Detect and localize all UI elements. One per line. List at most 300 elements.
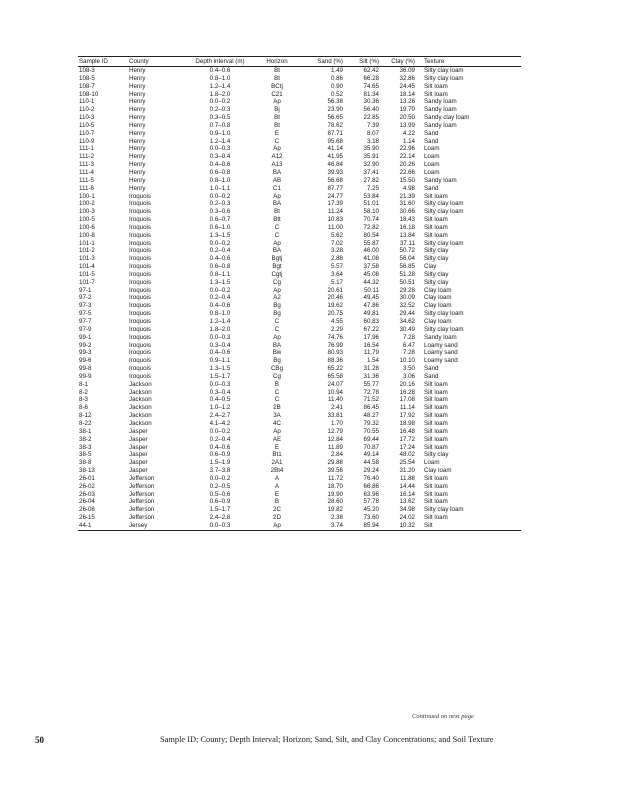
texture-cell: Silty clay <box>424 247 449 255</box>
sand-cell: 3.74 <box>296 522 344 530</box>
texture-cell: Sand <box>424 372 439 380</box>
horizon-cell: E <box>274 129 280 137</box>
depth-cell: 0.3–0.4 <box>209 341 231 349</box>
table-row <box>78 271 521 279</box>
horizon-cell: Bw <box>272 349 282 357</box>
sand-cell: 10.94 <box>327 388 343 396</box>
table-row <box>78 467 521 475</box>
county-cell: Henry <box>129 137 146 145</box>
table-row <box>78 373 521 381</box>
texture-cell: Sandy loam <box>424 121 457 129</box>
silt-cell: 80.54 <box>363 231 379 239</box>
depth-cell: 0.8–1.0 <box>209 74 231 82</box>
county-cell: Iroquois <box>129 365 152 373</box>
page-number: 50 <box>35 735 44 745</box>
horizon-cell: B <box>274 498 280 506</box>
county-cell: Iroquois <box>129 255 152 263</box>
table-caption: Sample ID; County; Depth Interval; Horizon; Sand, Silt, and Clay Concentrations; and Soil Texture <box>160 735 494 744</box>
header-depth-interval: Depth interval (m) <box>182 57 258 67</box>
depth-cell: 0.4–0.6 <box>209 255 231 263</box>
clay-cell: 25.54 <box>399 459 415 467</box>
sample-id-cell: 110-9 <box>79 137 95 145</box>
sample-id-cell: 38-1 <box>79 427 92 435</box>
sample-id-cell: 99-3 <box>79 349 92 357</box>
table-row <box>78 83 521 91</box>
clay-cell: 7.28 <box>402 333 415 341</box>
sample-id-cell: 99-8 <box>79 365 92 373</box>
silt-cell: 63.96 <box>363 490 379 498</box>
horizon-cell: Bgt <box>272 263 282 271</box>
sample-id-cell: 100-3 <box>79 208 95 216</box>
county-cell: Iroquois <box>129 263 152 271</box>
horizon-cell: Ap <box>273 286 281 294</box>
sand-cell: 0.86 <box>330 74 343 82</box>
silt-cell: 30.36 <box>363 98 379 106</box>
sand-cell: 19.82 <box>327 506 343 514</box>
texture-cell: Silt loam <box>424 396 448 404</box>
depth-cell: 4.1–4.2 <box>209 419 231 427</box>
sand-cell: 80.93 <box>327 349 343 357</box>
clay-cell: 18.43 <box>399 216 415 224</box>
horizon-cell: Bgtj <box>271 255 283 263</box>
sand-cell: 17.39 <box>327 200 343 208</box>
texture-cell: Sandy loam <box>424 106 457 114</box>
clay-cell: 32.86 <box>399 74 415 82</box>
table-row <box>78 106 521 114</box>
texture-cell: Sand <box>424 184 439 192</box>
clay-cell: 11.14 <box>399 404 415 412</box>
silt-cell: 57.78 <box>363 498 379 506</box>
table-row <box>78 240 521 248</box>
texture-cell: Loamy sand <box>424 341 458 349</box>
silt-cell: 44.32 <box>363 278 379 286</box>
county-cell: Henry <box>129 168 146 176</box>
table-row <box>78 491 521 499</box>
sample-id-cell: 97-3 <box>79 302 92 310</box>
clay-cell: 37.11 <box>399 239 415 247</box>
texture-cell: Silty clay loam <box>424 208 464 216</box>
sample-id-cell: 38-3 <box>79 443 92 451</box>
county-cell: Iroquois <box>129 216 152 224</box>
sand-cell: 24.77 <box>327 192 343 200</box>
county-cell: Iroquois <box>129 372 152 380</box>
depth-cell: 0.9–1.1 <box>209 357 231 365</box>
texture-cell: Silty clay loam <box>424 74 464 82</box>
depth-cell: 0.2–0.4 <box>209 435 231 443</box>
header-sand: Sand (%) <box>296 57 344 67</box>
silt-cell: 79.32 <box>363 419 379 427</box>
texture-cell: Clay loam <box>424 318 452 325</box>
depth-cell: 0.6–1.0 <box>209 223 231 231</box>
table-row <box>78 389 521 397</box>
table-row <box>78 514 521 522</box>
silt-cell: 37.41 <box>363 168 379 176</box>
horizon-cell: C21 <box>271 90 283 98</box>
county-cell: Iroquois <box>129 341 152 349</box>
sample-id-cell: 38-2 <box>79 435 92 443</box>
sand-cell: 18.70 <box>327 482 343 490</box>
sand-cell: 2.84 <box>330 451 343 459</box>
county-cell: Iroquois <box>129 270 152 278</box>
silt-cell: 76.40 <box>363 474 379 482</box>
texture-cell: Clay loam <box>424 294 452 302</box>
table-body <box>78 67 521 531</box>
silt-cell: 22.85 <box>363 114 379 122</box>
sample-id-cell: 97-5 <box>79 310 92 318</box>
sand-cell: 29.88 <box>327 459 343 467</box>
county-cell: Jasper <box>129 459 148 467</box>
sand-cell: 39.93 <box>327 168 343 176</box>
sample-id-cell: 38-13 <box>79 467 95 475</box>
sample-id-cell: 108-5 <box>79 74 95 82</box>
sand-cell: 65.22 <box>327 365 343 373</box>
depth-cell: 0.3–0.5 <box>209 114 231 122</box>
sand-cell: 65.58 <box>327 372 343 380</box>
texture-cell: Sand <box>424 365 439 373</box>
depth-cell: 0.4–0.6 <box>209 161 231 169</box>
table-row <box>78 161 521 169</box>
horizon-cell: BCtj <box>271 82 283 90</box>
sample-id-cell: 100-6 <box>79 223 95 231</box>
depth-cell: 1.3–1.5 <box>209 365 231 373</box>
horizon-cell: 4C <box>273 419 281 427</box>
county-cell: Henry <box>129 121 146 129</box>
texture-cell: Loamy sand <box>424 349 458 357</box>
header-horizon: Horizon <box>258 57 296 67</box>
horizon-cell: A13 <box>271 161 283 169</box>
horizon-cell: Bg <box>273 310 281 318</box>
texture-cell: Silt loam <box>424 427 448 435</box>
table-row <box>78 522 521 530</box>
clay-cell: 17.24 <box>399 443 415 451</box>
depth-cell: 0.0–0.3 <box>209 333 231 341</box>
depth-cell: 0.2–0.4 <box>209 294 231 302</box>
sand-cell: 11.72 <box>327 474 343 482</box>
clay-cell: 16.48 <box>399 427 415 435</box>
table-row <box>78 169 521 177</box>
sample-id-cell: 99-2 <box>79 341 92 349</box>
clay-cell: 29.28 <box>399 286 415 294</box>
sand-cell: 41.95 <box>327 153 343 161</box>
table-row <box>78 67 521 75</box>
depth-cell: 0.0–0.3 <box>209 380 231 388</box>
silt-cell: 49.81 <box>363 310 379 318</box>
county-cell: Iroquois <box>129 208 152 216</box>
silt-cell: 62.42 <box>363 67 379 74</box>
county-cell: Iroquois <box>129 247 152 255</box>
depth-cell: 1.3–1.5 <box>209 278 231 286</box>
clay-cell: 29.44 <box>399 310 415 318</box>
texture-cell: Silt loam <box>424 412 448 420</box>
horizon-cell: Cg <box>273 278 281 286</box>
silt-cell: 31.28 <box>363 365 379 373</box>
horizon-cell: C <box>274 318 280 325</box>
sand-cell: 5.17 <box>330 278 343 286</box>
sand-cell: 95.68 <box>327 137 343 145</box>
horizon-cell: BA <box>272 200 282 208</box>
texture-cell: Loam <box>424 168 440 176</box>
sample-id-cell: 101-1 <box>79 239 95 247</box>
texture-cell: Silt loam <box>424 474 448 482</box>
table-row <box>78 200 521 208</box>
clay-cell: 3.06 <box>402 372 415 380</box>
depth-cell: 0.2–0.3 <box>209 200 231 208</box>
silt-cell: 71.52 <box>363 396 379 404</box>
county-cell: Iroquois <box>129 223 152 231</box>
depth-cell: 0.2–0.4 <box>209 247 231 255</box>
sample-id-cell: 44-1 <box>78 522 128 530</box>
texture-cell: Silt loam <box>424 192 448 200</box>
depth-cell: 0.0–0.2 <box>209 474 231 482</box>
county-cell: Jasper <box>129 443 148 451</box>
sample-id-cell: 101-7 <box>79 278 95 286</box>
table-row <box>78 130 521 138</box>
depth-cell: 1.0–1.1 <box>209 184 231 192</box>
sample-id-cell: 8-1 <box>79 380 88 388</box>
texture-cell: Silty clay loam <box>424 239 464 247</box>
table-row <box>78 310 521 318</box>
sand-cell: 12.84 <box>327 435 343 443</box>
sample-id-cell: 110-2 <box>79 106 95 114</box>
table-row <box>78 498 521 506</box>
clay-cell: 15.50 <box>399 176 415 184</box>
horizon-cell: Bt1 <box>272 451 282 459</box>
sample-id-cell: 8-3 <box>79 396 88 404</box>
horizon-cell: E <box>274 490 280 498</box>
clay-cell: 56.85 <box>399 263 415 271</box>
sample-id-cell: 8-6 <box>79 404 88 412</box>
sample-id-cell: 38-5 <box>79 451 92 459</box>
texture-cell: Sandy loam <box>424 333 457 341</box>
silt-cell: 81.34 <box>363 90 379 98</box>
sand-cell: 19.62 <box>327 302 343 310</box>
silt-cell: 66.28 <box>363 74 379 82</box>
clay-cell: 14.44 <box>399 482 415 490</box>
depth-cell: 0.0–0.3 <box>209 145 231 153</box>
silt-cell: 31.36 <box>363 372 379 380</box>
depth-cell: 1.5–1.7 <box>209 372 231 380</box>
depth-cell: 0.8–1.0 <box>209 176 231 184</box>
silt-cell: 50.11 <box>363 286 379 294</box>
horizon-cell: 3A <box>273 412 281 420</box>
depth-cell: 1.5–1.9 <box>209 459 231 467</box>
table-row <box>78 334 521 342</box>
clay-cell: 48.02 <box>399 451 415 459</box>
table-row <box>78 232 521 240</box>
table-header-row <box>78 57 521 67</box>
depth-cell: 1.0–1.2 <box>209 404 231 412</box>
sand-cell: 24.07 <box>327 380 343 388</box>
texture-cell: Silty clay loam <box>424 310 464 318</box>
county-cell: Henry <box>129 90 146 98</box>
table-row <box>78 428 521 436</box>
horizon-cell: Bt <box>274 67 280 74</box>
county-cell: Jackson <box>129 412 152 420</box>
county-cell: Iroquois <box>129 231 152 239</box>
county-cell: Henry <box>129 106 146 114</box>
county-cell: Iroquois <box>129 333 152 341</box>
clay-cell: 6.47 <box>402 341 415 349</box>
county-cell: Jackson <box>129 419 152 427</box>
county-cell: Henry <box>129 67 146 74</box>
header-county: County <box>128 57 182 67</box>
table-row <box>78 451 521 459</box>
texture-cell: Silt loam <box>424 419 448 427</box>
horizon-cell: Bt <box>274 74 280 82</box>
county-cell: Iroquois <box>129 357 152 365</box>
sand-cell: 1.49 <box>330 67 343 74</box>
depth-cell: 0.3–0.6 <box>209 208 231 216</box>
depth-cell: 0.4–0.6 <box>209 349 231 357</box>
horizon-cell: Bt <box>274 114 280 122</box>
texture-cell: Silty clay <box>424 270 449 278</box>
sample-id-cell: 97-1 <box>79 286 92 294</box>
sand-cell: 3.28 <box>330 247 343 255</box>
texture-cell: Loam <box>424 161 440 169</box>
sand-cell: 41.14 <box>327 145 343 153</box>
texture-cell: Sandy loam <box>424 176 457 184</box>
horizon-cell: 2D <box>273 514 281 522</box>
sample-id-cell: 99-1 <box>79 333 92 341</box>
clay-cell: 30.66 <box>399 208 415 216</box>
clay-cell: 22.66 <box>399 168 415 176</box>
texture-cell: Loamy sand <box>424 357 458 365</box>
texture-cell: Silt loam <box>424 482 448 490</box>
clay-cell: 10.32 <box>380 522 416 530</box>
sand-cell: 56.68 <box>327 176 343 184</box>
horizon-cell: C <box>274 396 280 404</box>
depth-cell: 1.5–1.7 <box>209 506 231 514</box>
county-cell: Jackson <box>129 404 152 412</box>
sample-id-cell: 26-15 <box>79 514 95 522</box>
county-cell: Henry <box>129 98 146 106</box>
table-row <box>78 381 521 389</box>
clay-cell: 16.18 <box>399 223 415 231</box>
clay-cell: 13.26 <box>399 98 415 106</box>
texture-cell: Loam <box>424 145 440 153</box>
sand-cell: 3.64 <box>330 270 343 278</box>
horizon-cell: C <box>274 325 280 333</box>
county-cell: Jefferson <box>129 482 155 490</box>
texture-cell: Clay loam <box>424 302 452 310</box>
sample-id-cell: 100-2 <box>79 200 95 208</box>
table-row <box>78 193 521 201</box>
depth-cell: 1.8–2.0 <box>209 90 231 98</box>
horizon-cell: C <box>274 231 280 239</box>
table-row <box>78 114 521 122</box>
depth-cell: 0.6–0.9 <box>209 451 231 459</box>
table-row <box>78 318 521 326</box>
sample-id-cell: 97-9 <box>79 325 92 333</box>
sample-id-cell: 97-2 <box>79 294 92 302</box>
county-cell: Iroquois <box>129 318 152 325</box>
clay-cell: 19.70 <box>399 106 415 114</box>
horizon-cell: A2 <box>273 294 281 302</box>
sand-cell: 78.62 <box>327 121 343 129</box>
county-cell: Henry <box>129 74 146 82</box>
sand-cell: 11.40 <box>327 396 343 404</box>
horizon-cell: 2A1 <box>271 459 283 467</box>
texture-cell: Sand <box>424 129 439 137</box>
table-row <box>78 459 521 467</box>
sample-id-cell: 108-7 <box>79 82 95 90</box>
horizon-cell: C <box>274 223 280 231</box>
silt-cell: 3.18 <box>366 137 379 145</box>
table-row <box>78 365 521 373</box>
texture-cell: Silty clay <box>424 255 449 263</box>
depth-cell: 1.2–1.4 <box>209 82 231 90</box>
texture-cell: Silt loam <box>424 388 448 396</box>
clay-cell: 11.88 <box>399 474 415 482</box>
silt-cell: 74.65 <box>363 82 379 90</box>
sample-id-cell: 100-8 <box>79 231 95 239</box>
clay-cell: 30.09 <box>399 294 415 302</box>
sample-id-cell: 26-01 <box>79 474 95 482</box>
table-row <box>78 357 521 365</box>
texture-cell: Silt loam <box>424 443 448 451</box>
silt-cell: 73.60 <box>363 514 379 522</box>
sand-cell: 20.46 <box>327 294 343 302</box>
table-row <box>78 279 521 287</box>
texture-cell: Silt loam <box>424 82 448 90</box>
horizon-cell: CBg <box>270 365 284 373</box>
depth-cell: 0.0–0.2 <box>209 192 231 200</box>
sand-cell: 4.55 <box>330 318 343 325</box>
sample-id-cell: 97-7 <box>79 318 92 325</box>
depth-cell: 1.8–2.0 <box>209 325 231 333</box>
county-cell: Jackson <box>129 380 152 388</box>
header-sample-id: Sample ID <box>78 57 128 67</box>
table-row <box>78 444 521 452</box>
table-row <box>78 506 521 514</box>
clay-cell: 17.08 <box>399 396 415 404</box>
horizon-cell: BA <box>272 247 282 255</box>
table-row <box>78 75 521 83</box>
texture-cell: Clay loam <box>424 286 452 294</box>
table-row <box>78 138 521 146</box>
silt-cell: 85.94 <box>344 522 380 530</box>
texture-cell: Silty clay loam <box>424 506 464 514</box>
depth-cell: 0.3–0.4 <box>209 153 231 161</box>
sample-id-cell: 101-2 <box>79 247 95 255</box>
table-row <box>78 342 521 350</box>
sand-cell: 87.77 <box>327 184 343 192</box>
sand-cell: 20.61 <box>327 286 343 294</box>
sand-cell: 11.24 <box>327 208 343 216</box>
texture-cell: Silt loam <box>424 404 448 412</box>
silt-cell: 60.83 <box>363 318 379 325</box>
sample-id-cell: 99-9 <box>79 372 92 380</box>
county-cell: Jefferson <box>129 514 155 522</box>
sample-id-cell: 111-2 <box>79 153 94 161</box>
horizon-cell: Cg <box>273 372 281 380</box>
sand-cell: 20.75 <box>327 310 343 318</box>
table-row <box>78 412 521 420</box>
silt-cell: 47.86 <box>363 302 379 310</box>
sand-cell: 5.57 <box>330 263 343 271</box>
depth-cell: 0.3–0.4 <box>209 388 231 396</box>
horizon-cell: A12 <box>271 153 283 161</box>
sample-id-cell: 111-5 <box>79 176 94 184</box>
silt-cell: 56.40 <box>363 106 379 114</box>
sand-cell: 0.52 <box>330 90 343 98</box>
horizon-cell: Ap <box>258 522 296 530</box>
clay-cell: 31.60 <box>399 200 415 208</box>
table-row <box>78 287 521 295</box>
table-row <box>78 247 521 255</box>
county-cell: Henry <box>129 184 146 192</box>
silt-cell: 17.96 <box>363 333 379 341</box>
